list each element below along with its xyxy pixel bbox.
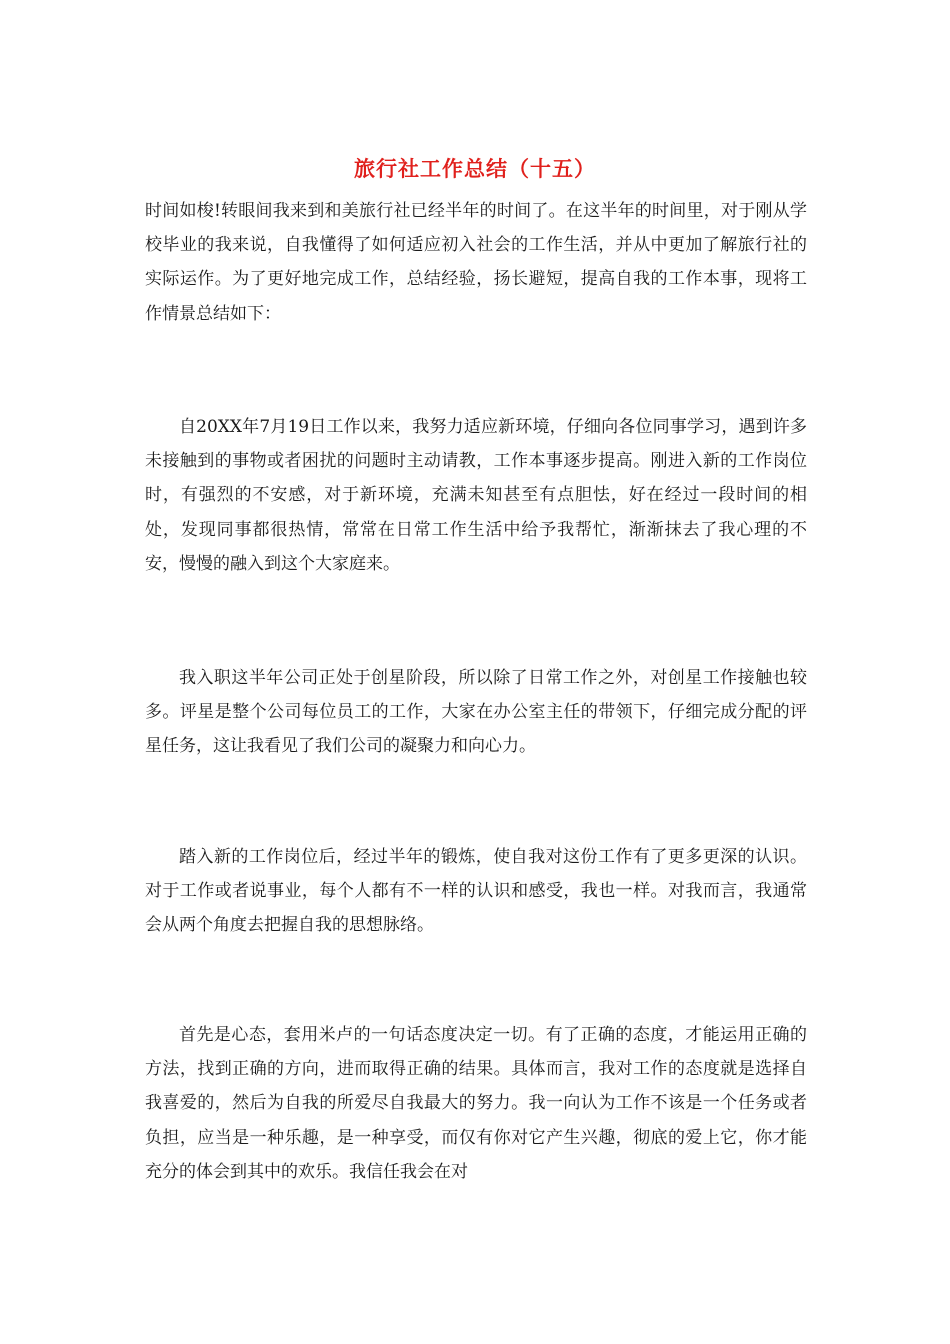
- paragraph-understanding: 踏入新的工作岗位后，经过半年的锻炼，使自我对这份工作有了更多更深的认识。对于工作或者说事业，每个人都有不一样的认识和感受，我也一样。对我而言，我通常会从两个角度去把握自我的思想脉络。: [145, 847, 807, 936]
- paragraph-intro: 时间如梭!转眼间我来到和美旅行社已经半年的时间了。在这半年的时间里，对于刚从学校毕业的我来说，自我懂得了如何适应初入社会的工作生活，并从中更加了解旅行社的实际运作。为了更好地完成工作，总结经验，扬长避短，提高自我的工作本事，现将工作情景总结如下：: [145, 201, 807, 324]
- document-title: 旅行社工作总结（十五）: [354, 156, 596, 181]
- paragraph-attitude: 首先是心态，套用米卢的一句话态度决定一切。有了正确的态度，才能运用正确的方法，找到正确的方向，进而取得正确的结果。具体而言，我对工作的态度就是选择自我喜爱的，然后为自我的所爱尽自我最大的努力。我一向认为工作不该是一个任务或者负担，应当是一种乐趣，是一种享受，而仅有你对它产生兴趣，彻底的爱上它，你才能充分的体会到其中的欢乐。我信任我会在对: [145, 1025, 807, 1182]
- paragraph-star-rating: 我入职这半年公司正处于创星阶段，所以除了日常工作之外，对创星工作接触也较多。评星是整个公司每位员工的工作，大家在办公室主任的带领下，仔细完成分配的评星任务，这让我看见了我们公司的凝聚力和向心力。: [145, 668, 807, 757]
- paragraph-adaptation: 自20XX年7月19日工作以来，我努力适应新环境，仔细向各位同事学习，遇到许多未接触到的事物或者困扰的问题时主动请教，工作本事逐步提高。刚进入新的工作岗位时，有强烈的不安感，对于新环境，充满未知甚至有点胆怯，好在经过一段时间的相处，发现同事都很热情，常常在日常工作生活中给予我帮忙，渐渐抹去了我心理的不安，慢慢的融入到这个大家庭来。: [145, 417, 807, 574]
